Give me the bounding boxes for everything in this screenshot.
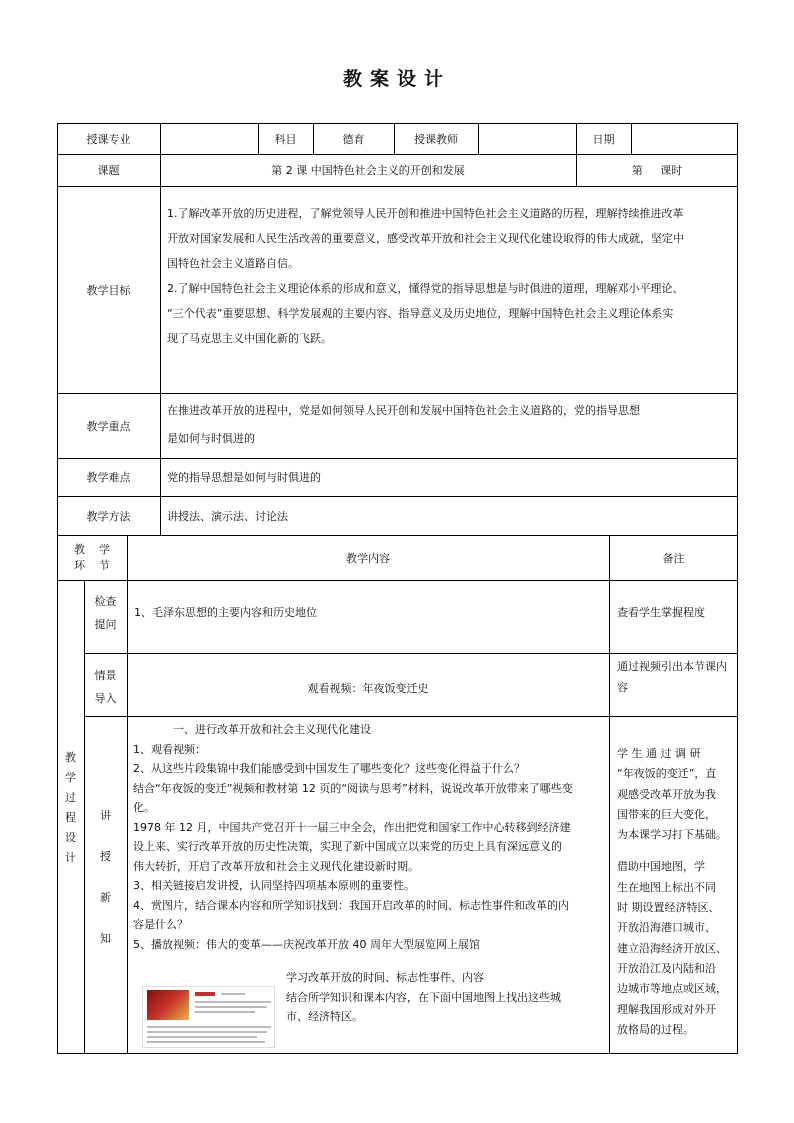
lecture-note-line: 时 期设置经济特区、 (617, 901, 720, 915)
process-side-label-char: 过 (65, 791, 76, 804)
lecture-note-line: “年夜饭的变迁”，直 (617, 767, 717, 781)
lecture-name-char: 授 (100, 850, 111, 863)
content-header: 教学内容 (346, 551, 390, 565)
process-side-label-char: 计 (65, 851, 76, 864)
step-intro-name-2: 导入 (94, 692, 117, 705)
stage-header-bottom: 环 节 (74, 559, 110, 572)
class-period: 第 课时 (631, 164, 683, 177)
subject-label: 科目 (274, 132, 297, 146)
objectives-line: “三个代表”重要思想、科学发展观的主要内容、指导意义及历史地位，理解中国特色社会主义理论体系实 (167, 307, 674, 320)
lecture-note-line: 放格局的过程。 (617, 1022, 694, 1036)
major-value (160, 123, 258, 154)
lecture-note-line: 观感受改革开放为我 (617, 787, 716, 801)
lecture-note (617, 744, 735, 1040)
lecture-note-line: 开放沿江及内陆和沿 (617, 961, 716, 975)
lesson-plan-table (57, 123, 738, 1054)
lecture-note-line: 国带来的巨大变化， (617, 807, 716, 821)
lecture-line: 2、从这些片段集锦中我们能感受到中国发生了哪些变化？这些变化得益于什么？ (133, 762, 525, 775)
teacher-label: 授课教师 (414, 132, 458, 146)
step-check-name-2: 提问 (94, 618, 117, 631)
methods-label: 教学方法 (86, 509, 131, 523)
lecture-line: 1、观看视频： (133, 742, 206, 756)
page-title: 教案设计 (342, 68, 451, 90)
step-check-content: 1、毛泽东思想的主要内容和历史地位 (134, 606, 317, 619)
topic-value: 第 2 课 中国特色社会主义的开创和发展 (271, 164, 465, 177)
lecture-line: 结合“年夜饭的变迁”视频和教材第 12 页的“阅读与思考”材料，说说改革开放带来了哪些变 (133, 781, 573, 795)
lecture-side-line: 市、经济特区。 (286, 1010, 363, 1023)
date-label: 日期 (592, 132, 615, 146)
lecture-note-line: 建立沿海经济开放区、 (617, 941, 727, 955)
lecture-note-line: 学 生 通 过 调 研 (617, 747, 701, 760)
topic-label: 课题 (97, 164, 120, 177)
lecture-side-text (286, 968, 606, 1027)
major-label: 授课专业 (86, 132, 131, 146)
notes-header: 备注 (662, 551, 685, 565)
lecture-name-char: 知 (100, 932, 111, 945)
exhibition-screenshot-image (142, 986, 275, 1048)
lecture-line: 5、播放视频：伟大的变革——庆祝改革开放 40 周年大型展览网上展馆 (133, 937, 480, 951)
difficulties-text: 党的指导思想是如何与时俱进的 (167, 471, 321, 484)
objectives-line: 现了马克思主义中国化新的飞跃。 (167, 332, 332, 345)
lecture-side-line: 学习改革开放的时间、标志性事件、内容 (286, 971, 484, 984)
lecture-note-line: 生在地图上标出不同 (617, 880, 716, 894)
step-intro-content: 观看视频：年夜饭变迁史 (307, 682, 429, 695)
subject-value: 德育 (342, 132, 365, 146)
exhibition-photo (147, 990, 189, 1020)
lecture-line: 化。 (133, 801, 155, 814)
process-side-label-char: 设 (65, 831, 76, 844)
objectives-line: 国特色社会主义道路自信。 (167, 257, 299, 270)
key-points-label: 教学重点 (86, 419, 131, 433)
step-check-note: 查看学生掌握程度 (617, 606, 705, 619)
lecture-line: 4、赏图片，结合课本内容和所学知识找到：我国开启改革的时间、标志性事件和改革的内 (133, 898, 569, 912)
lecture-side-line: 结合所学知识和课本内容，在下面中国地图上找出这些城 (286, 990, 561, 1004)
lecture-content (133, 720, 607, 954)
lecture-line: 3、相关链接启发讲授，认同坚持四项基本原则的重要性。 (133, 879, 415, 892)
step-lecture-name (84, 795, 127, 959)
lecture-line: 伟大转折，开启了改革开放和社会主义现代化建设新时期。 (133, 859, 419, 873)
process-side-label (57, 748, 84, 868)
objectives-line: 1.了解改革开放的历史进程，了解党领导人民开创和推进中国特色社会主义道路的历程，理解持续推进改革 (167, 207, 684, 220)
stage-header-top: 教 学 (74, 543, 110, 556)
lecture-note-line: 为本课学习打下基础。 (617, 828, 727, 842)
lecture-note-line: 边城市等地点或区域， (617, 982, 727, 996)
date-value (631, 123, 738, 154)
lecture-note-line: 理解我国形成对外开 (617, 1002, 716, 1016)
process-side-label-char: 学 (65, 771, 76, 784)
lecture-line: 容是什么？ (133, 918, 188, 931)
lecture-name-char: 新 (100, 891, 111, 904)
key-points-line: 在推进改革开放的进程中，党是如何领导人民开创和发展中国特色社会主义道路的，党的指导思想 (167, 404, 640, 417)
lecture-name-char: 讲 (100, 809, 111, 822)
process-side-label-char: 教 (65, 751, 76, 764)
key-points-text (167, 397, 735, 453)
objectives-line: 2.了解中国特色社会主义理论体系的形成和意义，懂得党的指导思想是与时俱进的道理，理解邓小平理论、 (167, 282, 684, 295)
objectives-line: 开放对国家发展和人民生活改善的重要意义，感受改革开放和社会主义现代化建设取得的伟大成就，坚定中 (167, 232, 684, 245)
lecture-line: 1978 年 12 月，中国共产党召开十一届三中全会，作出把党和国家工作中心转移到经济建 (133, 820, 571, 834)
lecture-line: 设上来、实行改革开放的历史性决策，实现了新中国成立以来党的历史上具有深远意义的 (133, 840, 562, 853)
lecture-note-line: 借助中国地图，学 (617, 860, 705, 874)
objectives-text (167, 201, 735, 351)
methods-text: 讲授法、演示法、讨论法 (167, 509, 288, 523)
teacher-value (478, 123, 576, 154)
difficulties-label: 教学难点 (86, 471, 131, 484)
process-side-label-char: 程 (65, 811, 76, 824)
key-points-line: 是如何与时俱进的 (167, 432, 255, 445)
lecture-note-line: 开放沿海港口城市、 (617, 921, 716, 935)
step-intro-note: 通过视频引出本节课内容 (617, 660, 727, 694)
objectives-label: 教学目标 (86, 283, 131, 297)
lecture-line: 一、进行改革开放和社会主义现代化建设 (173, 723, 371, 736)
step-intro-name-1: 情景 (94, 669, 117, 682)
step-check-name-1: 检查 (94, 595, 117, 608)
